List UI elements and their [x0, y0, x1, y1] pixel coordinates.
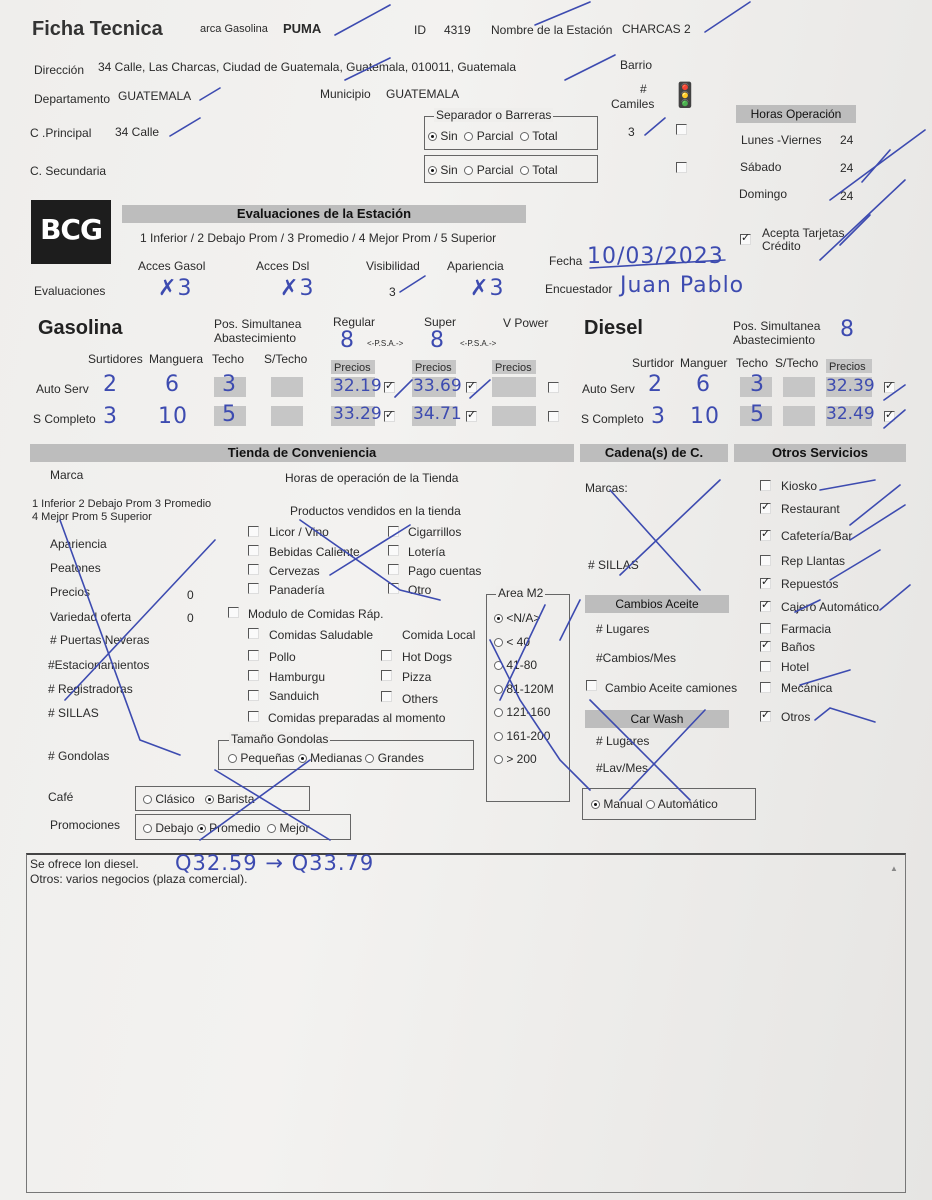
radio-manual[interactable]	[591, 800, 600, 809]
grandes-label: Grandes	[377, 751, 424, 765]
otros-label-7: Baños	[781, 640, 816, 654]
otros-checkbox-8[interactable]	[760, 661, 771, 672]
otros-label-3: Rep Llantas	[781, 554, 846, 568]
gas-comp-mang: 10	[158, 404, 188, 429]
precio-regular-header-text: Precios	[334, 362, 371, 374]
variedad-label: Variedad oferta	[50, 610, 132, 624]
precio-vpower-header	[492, 360, 536, 374]
surtidores-label: Surtidores	[88, 352, 143, 366]
semaforo-secundaria-checkbox[interactable]	[676, 162, 687, 173]
radio-total-principal[interactable]	[520, 132, 529, 141]
loteria-label: Lotería	[408, 545, 446, 559]
saludable-label: Comidas Saludable	[269, 628, 374, 642]
dsl-comp-surt: 3	[651, 404, 666, 429]
dsl-precios-header-text: Precios	[829, 361, 866, 373]
dsl-manguer-label: Manguer	[680, 356, 728, 370]
promociones-radios[interactable]	[143, 821, 309, 835]
promedio-label: Promedio	[209, 821, 261, 835]
gas-comp-surt: 3	[103, 404, 118, 429]
cigarrillos-checkbox[interactable]	[388, 526, 399, 537]
radio-medianas[interactable]	[298, 754, 307, 763]
barista-label: Barista	[217, 792, 255, 806]
bebidas-label: Bebidas Caliente	[269, 545, 360, 559]
fecha-value: 10/03/2023	[587, 244, 724, 269]
cprincipal-value: 34 Calle	[115, 125, 160, 139]
precio-super-header	[412, 360, 456, 374]
dsl-auto-surt: 2	[648, 372, 663, 397]
preparadas-label: Comidas preparadas al momento	[268, 711, 446, 725]
gas-comp-super: 34.71	[413, 404, 462, 424]
diesel-title: Diesel	[584, 317, 643, 339]
super-psa: <-P.S.A.->	[460, 339, 497, 348]
notes-hand-annotation: Q32.59 → Q33.79	[175, 851, 375, 875]
otros-checkbox-4[interactable]	[760, 578, 771, 589]
dsl-s-completo-label: S Completo	[581, 412, 644, 426]
gas-auto-techo: 3	[222, 372, 237, 397]
radio-parcial-principal[interactable]	[464, 132, 473, 141]
otros-label-1: Restaurant	[781, 502, 840, 516]
gas-auto-super-check[interactable]	[466, 382, 477, 393]
tienda-scale-1: 1 Inferior 2 Debajo Prom 3 Promedio	[32, 498, 212, 510]
sabado-label: Sábado	[740, 160, 782, 174]
gas-pos-line2: Abastecimiento	[214, 331, 297, 345]
pizza-checkbox[interactable]	[381, 670, 392, 681]
cprincipal-label: C .Principal	[30, 126, 92, 140]
camiles-hash: #	[640, 82, 647, 96]
camiones-checkbox[interactable]	[586, 680, 597, 691]
gas-comp-regular-check[interactable]	[384, 411, 395, 422]
variedad-value: 0	[187, 611, 194, 625]
regular-pos-value: 8	[340, 328, 355, 353]
horas-operacion-title: Horas Operación	[736, 105, 856, 123]
area-o6: 161-200	[506, 728, 551, 743]
visibilidad-label: Visibilidad	[366, 259, 420, 273]
tienda-marca-label: Marca	[50, 468, 84, 482]
otros-checkbox-2[interactable]	[760, 530, 771, 541]
area-legend: Area M2	[498, 586, 544, 600]
radio-sin-secundaria[interactable]	[428, 166, 437, 175]
cambios-mes-label: #Cambios/Mes	[596, 651, 677, 665]
radio-parcial-label: Parcial	[476, 129, 514, 143]
super-pos-value: 8	[430, 328, 445, 353]
pago-label: Pago cuentas	[408, 564, 482, 578]
radio-pequenas[interactable]	[228, 754, 237, 763]
radio-automatico[interactable]	[646, 800, 655, 809]
radio-area-40[interactable]	[494, 638, 503, 647]
tienda-title: Tienda de Conveniencia	[30, 444, 574, 462]
traffic-light-icon: 🚦	[670, 82, 700, 109]
lunes-label: Lunes -Viernes	[741, 133, 822, 147]
scroll-up-icon[interactable]: ▲	[890, 864, 898, 873]
acepta-tarjetas-label	[762, 227, 845, 253]
dsl-techo-label: Techo	[736, 356, 769, 370]
domingo-value: 24	[840, 189, 854, 203]
dsl-stecho-label: S/Techo	[775, 356, 819, 370]
radio-area-160[interactable]	[494, 708, 503, 717]
dsl-auto-techo: 3	[750, 372, 765, 397]
carwash-mode-radios[interactable]	[591, 797, 718, 811]
radio-area-80[interactable]	[494, 661, 503, 670]
form-title: Ficha Tecnica	[32, 18, 163, 40]
radio-promedio[interactable]	[197, 824, 206, 833]
otros-label-9: Mecánica	[781, 681, 833, 695]
estacion-value: CHARCAS 2	[622, 22, 691, 36]
radio-mejor[interactable]	[267, 824, 276, 833]
precio-vpower-header-text: Precios	[495, 362, 532, 374]
otros-checkbox-3[interactable]	[760, 555, 771, 566]
precio-regular-header	[331, 360, 375, 374]
medianas-label: Medianas	[310, 751, 363, 765]
cigarrillos-label: Cigarrillos	[408, 525, 462, 539]
cervezas-checkbox[interactable]	[248, 564, 259, 575]
area-o2: < 40	[506, 634, 531, 649]
tienda-horas-label: Horas de operación de la Tienda	[285, 471, 459, 485]
radio-sin-label-2: Sin	[440, 163, 458, 177]
encuestador-value: Juan Pablo	[620, 273, 745, 298]
cw-lav-label: #Lav/Mes	[596, 761, 649, 775]
cambios-lugares-label: # Lugares	[596, 622, 650, 636]
camiles-label: Camiles	[611, 97, 655, 111]
semaforo-principal-checkbox[interactable]	[676, 124, 687, 135]
otros-label-5: Cajero Automático	[781, 600, 880, 614]
gas-comp-super-check[interactable]	[466, 411, 477, 422]
radio-barista[interactable]	[205, 795, 214, 804]
comida-local-label: Comida Local	[402, 628, 476, 642]
gas-s-completo-label: S Completo	[33, 412, 96, 426]
estacion-label: Nombre de la Estación	[491, 23, 613, 37]
otros-checkbox-9[interactable]	[760, 682, 771, 693]
gas-auto-regular: 32.19	[333, 376, 382, 396]
acces-gasol-label: Acces Gasol	[138, 259, 206, 273]
hamburg-label: Hamburgu	[269, 670, 326, 684]
apariencia-label: Apariencia	[447, 259, 504, 273]
radio-clasico[interactable]	[143, 795, 152, 804]
apariencia-label: Apariencia	[50, 537, 107, 551]
dsl-precios-header	[826, 359, 872, 373]
eval-apar-value: ✗3	[470, 276, 505, 301]
hotdogs-label: Hot Dogs	[402, 650, 453, 664]
cadena-title: Cadena(s) de C.	[580, 444, 728, 462]
area-radios[interactable]	[494, 607, 554, 772]
radio-sin-principal[interactable]	[428, 132, 437, 141]
radio-total-label: Total	[532, 129, 558, 143]
panaderia-label: Panadería	[269, 583, 325, 597]
diesel-pos-value: 8	[840, 317, 855, 342]
dsl-auto-check[interactable]	[884, 382, 895, 393]
super-label: Super	[424, 315, 457, 329]
dsl-auto-precio: 32.39	[826, 376, 875, 396]
marca-value: PUMA	[283, 21, 322, 36]
marca-label: arca Gasolina	[200, 23, 268, 35]
evaluaciones-title: Evaluaciones de la Estación	[122, 205, 526, 223]
bcg-logo: BCG	[31, 200, 111, 264]
saludable-checkbox[interactable]	[248, 628, 259, 639]
otros-checkbox-0[interactable]	[760, 480, 771, 491]
id-value: 4319	[444, 23, 471, 37]
sanduich-label: Sanduich	[269, 689, 320, 703]
notes-line1: Se ofrece lon diesel.	[30, 857, 139, 871]
dsl-comp-techo: 5	[750, 402, 765, 427]
otros-checkbox-1[interactable]	[760, 503, 771, 514]
sabado-value: 24	[840, 161, 854, 175]
dsl-comp-stecho-box	[783, 406, 815, 426]
cambios-aceite-title: Cambios Aceite	[585, 595, 729, 613]
eval-vis-value: 3	[389, 285, 396, 299]
pollo-checkbox[interactable]	[248, 650, 259, 661]
gas-auto-vpower-box	[492, 377, 536, 397]
techo-label: Techo	[212, 352, 245, 366]
radio-total-secundaria[interactable]	[520, 166, 529, 175]
pizza-label: Pizza	[402, 670, 432, 684]
hamburg-checkbox[interactable]	[248, 670, 259, 681]
diesel-pos-label	[733, 319, 820, 347]
gas-auto-stecho-box	[271, 377, 303, 397]
otros-servicios-title: Otros Servicios	[734, 444, 906, 462]
departamento-value: GUATEMALA	[118, 89, 192, 103]
gas-auto-super: 33.69	[413, 376, 462, 396]
acces-dsl-label: Acces Dsl	[256, 259, 310, 273]
camiones-label: Cambio Aceite camiones	[605, 681, 738, 695]
dsl-comp-check[interactable]	[884, 411, 895, 422]
radio-total-label-2: Total	[532, 163, 558, 177]
lunes-value: 24	[840, 133, 854, 147]
sanduich-checkbox[interactable]	[248, 690, 259, 701]
camiles-value: 3	[628, 125, 635, 139]
cadena-sillas-label: # SILLAS	[588, 558, 639, 572]
municipio-value: GUATEMALA	[386, 87, 460, 101]
pequenas-label: Pequeñas	[240, 751, 295, 765]
separador-legend: Separador o Barreras	[436, 108, 552, 122]
debajo-label: Debajo	[155, 821, 194, 835]
gas-auto-surt: 2	[103, 372, 118, 397]
notes-line2: Otros: varios negocios (plaza comercial).	[30, 872, 248, 886]
registradoras-label: # Registradoras	[48, 682, 133, 696]
tienda-scale-2: 4 Mejor Prom 5 Superior	[32, 511, 152, 523]
loteria-checkbox[interactable]	[388, 545, 399, 556]
radio-debajo[interactable]	[143, 824, 152, 833]
radio-area-200[interactable]	[494, 732, 503, 741]
gas-auto-serv-label: Auto Serv	[36, 382, 89, 396]
evaluaciones-scale: 1 Inferior / 2 Debajo Prom / 3 Promedio / 4 Mejor Prom / 5 Superior	[140, 231, 497, 245]
domingo-label: Domingo	[739, 187, 788, 201]
gas-pos-line1: Pos. Simultanea	[214, 317, 302, 331]
gasolina-pos-label	[214, 317, 301, 345]
promociones-label: Promociones	[50, 818, 121, 832]
separador-principal-radios[interactable]	[428, 129, 558, 143]
gondolas-label: # Gondolas	[48, 749, 110, 763]
otros-label-2: Cafetería/Bar	[781, 529, 853, 543]
peatones-label: Peatones	[50, 561, 101, 575]
gasolina-title: Gasolina	[38, 317, 123, 339]
productos-label: Productos vendidos en la tienda	[290, 504, 461, 518]
notes-area[interactable]	[26, 853, 906, 1193]
vpower-label: V Power	[503, 316, 549, 330]
gas-comp-stecho-box	[271, 406, 303, 426]
hotdogs-checkbox[interactable]	[381, 650, 392, 661]
otros-label-4: Repuestos	[781, 577, 839, 591]
otros-checkbox-6[interactable]	[760, 623, 771, 634]
area-o4: 81-120M	[506, 681, 554, 696]
dsl-pos-line2: Abastecimiento	[733, 333, 816, 347]
dsl-surtidor-label: Surtidor	[632, 356, 675, 370]
puertas-label: # Puertas Neveras	[50, 633, 150, 647]
regular-label: Regular	[333, 315, 376, 329]
direccion-value: 34 Calle, Las Charcas, Ciudad de Guatemala, Guatemala, 010011, Guatemala	[98, 60, 517, 74]
cervezas-label: Cervezas	[269, 564, 320, 578]
gas-comp-techo: 5	[222, 402, 237, 427]
estacionamientos-label: #Estacionamientos	[48, 658, 150, 672]
dsl-auto-mang: 6	[696, 372, 711, 397]
area-o7: > 200	[506, 752, 537, 766]
eval-gasol-value: ✗3	[158, 276, 193, 301]
cw-lugares-label: # Lugares	[596, 734, 650, 748]
modulo-checkbox[interactable]	[228, 607, 239, 618]
pago-checkbox[interactable]	[388, 564, 399, 575]
dsl-pos-line1: Pos. Simultanea	[733, 319, 821, 333]
cafe-radios[interactable]	[143, 792, 254, 806]
modulo-label: Modulo de Comidas Ráp.	[248, 607, 384, 621]
area-o3: 41-80	[506, 658, 538, 672]
separador-secundaria-radios[interactable]	[428, 163, 558, 177]
acepta-tarjetas-checkbox[interactable]	[740, 234, 751, 245]
radio-parcial-secundaria[interactable]	[464, 166, 473, 175]
id-label: ID	[414, 23, 426, 37]
gondolas-legend: Tamaño Gondolas	[231, 732, 329, 746]
otros-label-0: Kiosko	[781, 479, 818, 493]
tarjetas-line2: Crédito	[762, 239, 801, 253]
otros-label-10: Otros	[781, 710, 811, 724]
tienda-scale	[32, 498, 211, 524]
otros-checkbox-7[interactable]	[760, 641, 771, 652]
precios-label: Precios	[50, 585, 91, 599]
radio-sin-label: Sin	[440, 129, 458, 143]
radio-area-na[interactable]	[494, 614, 503, 623]
eval-dsl-value: ✗3	[280, 276, 315, 301]
direccion-label: Dirección	[34, 63, 85, 77]
departamento-label: Departamento	[34, 92, 111, 106]
car-wash-title: Car Wash	[585, 710, 729, 728]
gas-auto-regular-check[interactable]	[384, 382, 395, 393]
clasico-label: Clásico	[155, 792, 195, 806]
radio-grandes[interactable]	[365, 754, 374, 763]
tarjetas-line1: Acepta Tarjetas	[762, 226, 845, 240]
fecha-label: Fecha	[549, 254, 583, 268]
otro-checkbox[interactable]	[388, 583, 399, 594]
otros-label-8: Hotel	[781, 660, 810, 674]
encuestador-label: Encuestador	[545, 282, 613, 296]
panaderia-checkbox[interactable]	[248, 583, 259, 594]
regular-psa: <-P.S.A.->	[367, 339, 404, 348]
gondolas-radios[interactable]	[228, 751, 424, 765]
mejor-label: Mejor	[279, 821, 310, 835]
otros-checkbox-5[interactable]	[760, 601, 771, 612]
dsl-comp-precio: 32.49	[826, 404, 875, 424]
otros-checkbox-10[interactable]	[760, 711, 771, 722]
area-o5: 121-160	[506, 705, 551, 719]
manual-label: Manual	[603, 797, 643, 811]
gas-comp-regular: 33.29	[333, 404, 382, 424]
otro-label: Otro	[408, 583, 432, 597]
cafe-label: Café	[48, 790, 74, 804]
manguera-label: Manguera	[149, 352, 204, 366]
gas-comp-vpower-check[interactable]	[548, 411, 559, 422]
others-checkbox[interactable]	[381, 691, 392, 702]
gas-auto-mang: 6	[165, 372, 180, 397]
dsl-auto-stecho-box	[783, 377, 815, 397]
cadena-marcas-label: Marcas:	[585, 481, 628, 495]
pollo-label: Pollo	[269, 650, 296, 664]
radio-area-200plus[interactable]	[494, 755, 503, 764]
municipio-label: Municipio	[320, 87, 371, 101]
automatico-label: Automático	[657, 797, 718, 811]
radio-parcial-label-2: Parcial	[476, 163, 514, 177]
gas-auto-vpower-check[interactable]	[548, 382, 559, 393]
barrio-label: Barrio	[620, 58, 653, 72]
gas-comp-vpower-box	[492, 406, 536, 426]
bebidas-checkbox[interactable]	[248, 545, 259, 556]
area-o1: <N/A>	[506, 611, 541, 625]
radio-area-120[interactable]	[494, 685, 503, 694]
csecundaria-label: C. Secundaria	[30, 164, 107, 178]
stecho-label: S/Techo	[264, 352, 308, 366]
sillas-label: # SILLAS	[48, 706, 99, 720]
preparadas-checkbox[interactable]	[248, 711, 259, 722]
licor-checkbox[interactable]	[248, 526, 259, 537]
dsl-comp-mang: 10	[690, 404, 720, 429]
licor-label: Licor / Vino	[269, 525, 329, 539]
dsl-auto-serv-label: Auto Serv	[582, 382, 635, 396]
evaluaciones-row-label: Evaluaciones	[34, 284, 106, 298]
precio-super-header-text: Precios	[415, 362, 452, 374]
otros-label-6: Farmacia	[781, 622, 832, 636]
others-label: Others	[402, 692, 439, 706]
precios-value: 0	[187, 588, 194, 602]
